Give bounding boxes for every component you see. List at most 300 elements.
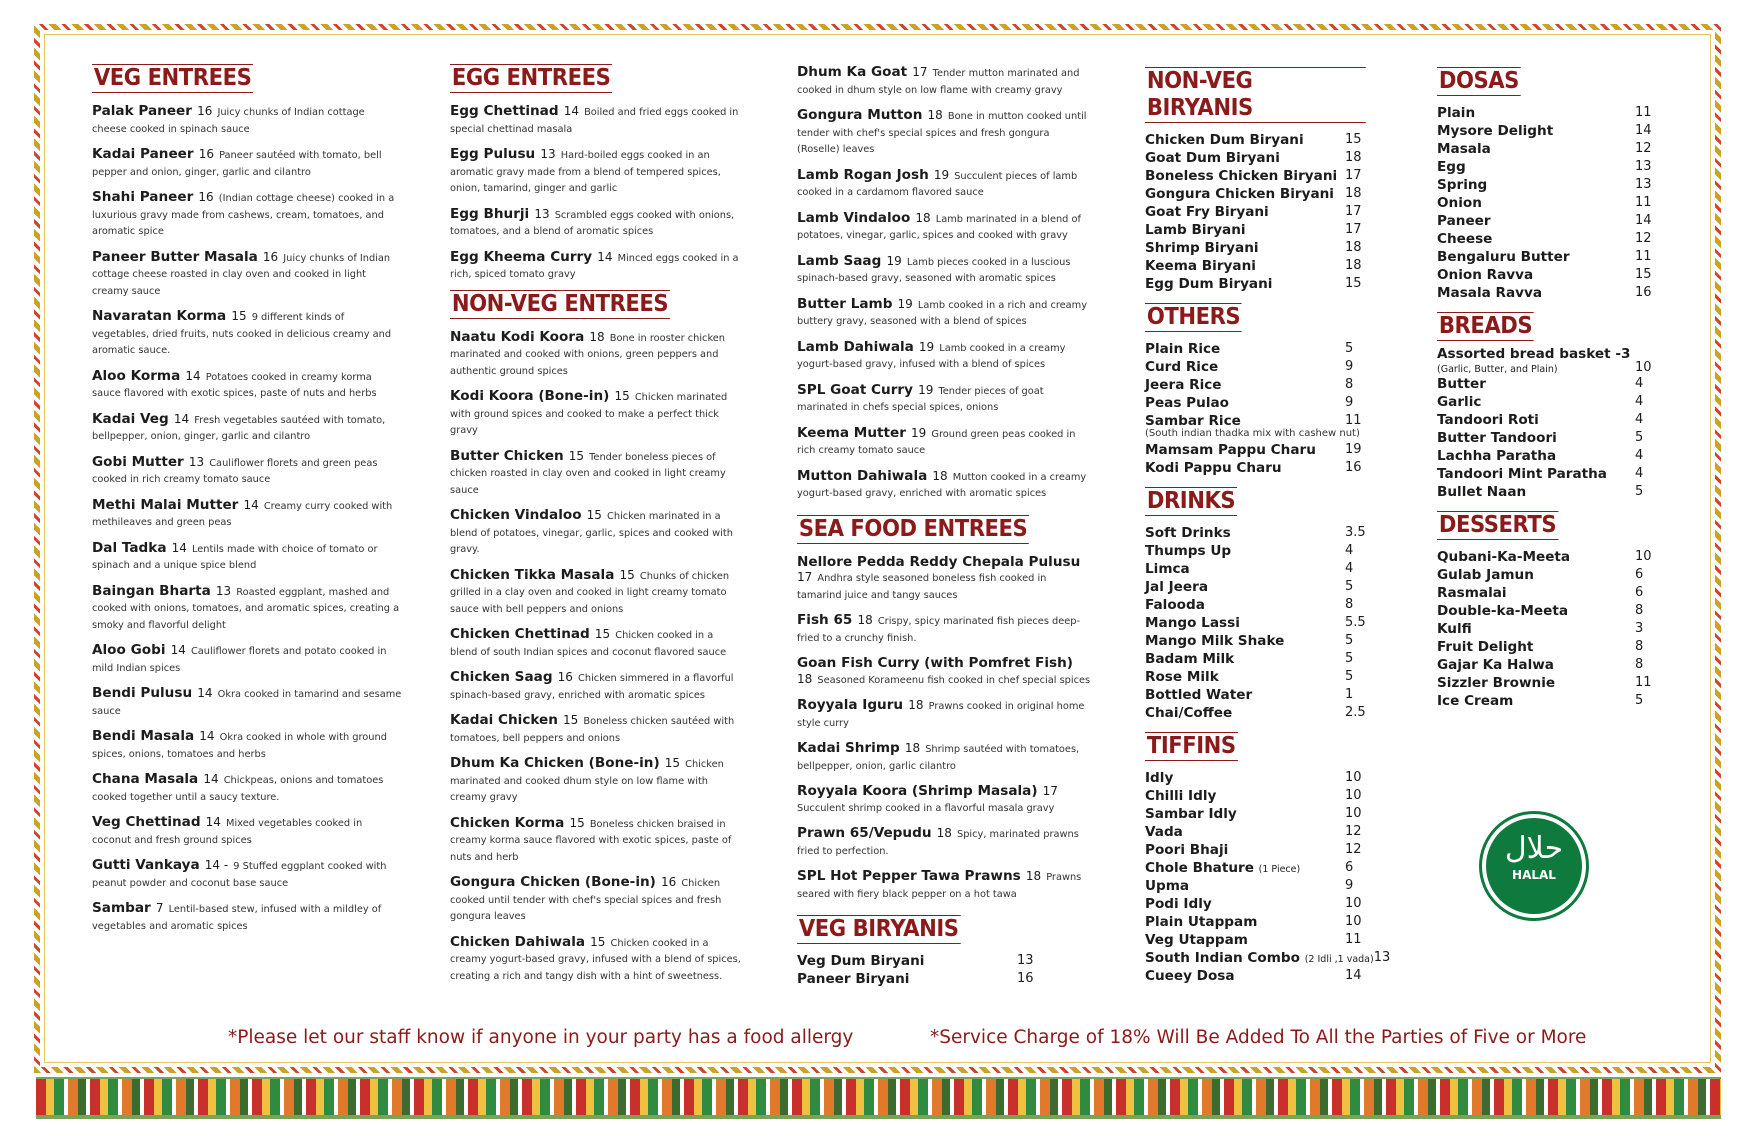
veg-biryanis-list xyxy=(797,952,1057,988)
item-description: Mutton cooked in a creamy yogurt-based gravy, enriched with aromatic spices xyxy=(797,471,1087,499)
item-description: Prawns seared with fiery black pepper on a hot tawa xyxy=(797,872,1082,900)
menu-list-row xyxy=(1145,524,1385,542)
menu-list-row xyxy=(1145,967,1385,985)
item-price: 13 xyxy=(1373,950,1391,965)
menu-list-row xyxy=(1145,203,1385,221)
item-name: Chicken Korma xyxy=(450,814,565,831)
item-name: Lamb Saag xyxy=(797,252,882,269)
item-name: Goat Fry Biryani xyxy=(1145,204,1269,220)
item-name: Onion Ravva xyxy=(1437,267,1534,283)
menu-list-row xyxy=(1437,584,1675,602)
item-name: Plain xyxy=(1437,105,1476,121)
item-name: Upma xyxy=(1145,878,1190,894)
item-price: 14 xyxy=(171,540,187,555)
item-name: Kadai Chicken xyxy=(450,712,558,728)
item-name: Gongura Mutton xyxy=(797,107,923,123)
menu-list-row xyxy=(797,952,1057,970)
item-name: Paneer Butter Masala xyxy=(92,248,258,265)
item-description: Succulent pieces of lamb cooked in a cardamom flavored sauce xyxy=(797,170,1078,198)
item-name: Lamb Rogan Josh xyxy=(797,166,929,183)
item-price: 4 xyxy=(1345,543,1354,558)
section-heading-drinks: DRINKS xyxy=(1146,488,1236,514)
menu-item xyxy=(92,497,402,530)
item-name: SPL Goat Curry xyxy=(797,381,913,398)
menu-list-row xyxy=(1145,704,1385,722)
item-description: Paneer sautéed with tomato, bell pepper and onion, ginger, garlic and cilantro xyxy=(92,150,382,178)
menu-list-row xyxy=(1437,548,1675,566)
item-name: Mamsam Pappu Charu xyxy=(1145,442,1316,458)
menu-list-row xyxy=(1437,692,1675,710)
item-description: Tender boneless pieces of chicken roasted in clay oven and cooked in light creamy sauce xyxy=(450,451,726,496)
item-name: Kadai Veg xyxy=(92,410,169,427)
item-price: 17 xyxy=(1042,784,1058,798)
section-heading-dosas: DOSAS xyxy=(1438,68,1519,94)
menu-list-row xyxy=(1145,787,1385,805)
item-name: Egg Pulusu xyxy=(450,146,536,162)
item-price: 16 xyxy=(660,875,677,889)
item-description: Cauliflower florets and green peas cooked in rich creamy tomato sauce xyxy=(92,457,378,485)
item-price: 15 xyxy=(231,309,247,323)
item-name: Bendi Masala xyxy=(92,728,195,744)
item-name: Kadai Paneer xyxy=(92,146,194,162)
item-name: Peas Pulao xyxy=(1145,395,1229,411)
item-name: Onion xyxy=(1437,195,1482,211)
item-description: Andhra style seasoned boneless fish cooked in tamarind juice and tangy sauces xyxy=(797,573,1047,601)
menu-list-row xyxy=(1437,140,1675,158)
menu-item xyxy=(450,815,742,865)
item-price: 14 xyxy=(1345,968,1362,983)
menu-list-row xyxy=(1437,566,1675,584)
item-price: 19 xyxy=(886,253,902,268)
item-price: 17 xyxy=(1345,204,1362,219)
item-name: Badam Milk xyxy=(1145,651,1235,667)
item-name: Butter Tandoori xyxy=(1437,430,1557,446)
menu-list-row xyxy=(1437,465,1675,483)
menu-item xyxy=(797,655,1093,687)
item-name: Mango Lassi xyxy=(1145,615,1240,631)
item-name: Butter xyxy=(1437,376,1486,392)
item-name: Aloo Gobi xyxy=(92,642,166,658)
menu-item xyxy=(450,103,742,136)
section-heading-tiffins: TIFFINS xyxy=(1146,733,1236,759)
item-price: 17 xyxy=(797,570,813,584)
menu-list-row xyxy=(1437,248,1675,266)
item-price: 6 xyxy=(1345,860,1354,875)
menu-item xyxy=(797,210,1093,243)
menu-list-row xyxy=(1145,841,1385,859)
item-name: Kadai Shrimp xyxy=(797,740,900,756)
menu-item xyxy=(92,411,402,444)
item-name: South Indian Combo xyxy=(1145,950,1300,966)
item-name: Paneer Biryani xyxy=(797,971,910,987)
item-price: 14 xyxy=(203,772,219,786)
item-name: Soft Drinks xyxy=(1145,525,1231,541)
breads-list xyxy=(1437,375,1675,501)
menu-item xyxy=(92,146,402,179)
menu-item xyxy=(797,425,1093,458)
item-name: Mutton Dahiwala xyxy=(797,467,928,484)
item-price: 15 xyxy=(568,448,585,463)
item-name: Keema Mutter xyxy=(797,424,906,441)
menu-item xyxy=(92,728,402,761)
item-description: Fresh vegetables sautéed with tomato, bellpepper, onion, ginger, garlic and cilantro xyxy=(92,414,386,442)
item-name: Prawn 65/Vepudu xyxy=(797,825,932,841)
menu-list-row xyxy=(1145,149,1385,167)
menu-item xyxy=(797,167,1093,200)
item-price: 18 xyxy=(908,698,924,712)
item-name: Chicken Saag xyxy=(450,669,553,685)
menu-item xyxy=(450,934,742,984)
menu-list-row xyxy=(1437,447,1675,465)
item-description: Bone in mutton cooked until tender with chef's special spices and fresh gongura (Roselle) leaves xyxy=(797,111,1087,155)
item-name: Egg Dum Biryani xyxy=(1145,276,1273,292)
item-price: 13 xyxy=(540,147,556,161)
column-veg-entrees xyxy=(92,64,402,933)
menu-item xyxy=(92,583,402,633)
menu-list-row xyxy=(1145,459,1385,477)
item-name: Veg Chettinad xyxy=(92,814,201,830)
item-description: Chicken marinated in a blend of potatoes, vinegar, garlic, spices and cooked with gravy. xyxy=(450,511,733,555)
item-description: Boneless chicken braised in creamy korma sauce flavored with exotic spices, paste of nuts and herb xyxy=(450,818,732,863)
item-name: Aloo Korma xyxy=(92,367,181,384)
item-price: 5 xyxy=(1345,651,1354,666)
menu-list-row xyxy=(1437,158,1675,176)
item-description: Seasoned Korameenu fish cooked in chef special spices xyxy=(817,674,1091,686)
item-description: Chunks of chicken grilled in a clay oven and cooked in light creamy tomato sauce with bell peppers and onions xyxy=(450,570,730,615)
item-name: SPL Hot Pepper Tawa Prawns xyxy=(797,868,1021,884)
menu-item xyxy=(92,900,402,933)
item-price: 19 xyxy=(933,167,950,182)
section-heading-breads: BREADS xyxy=(1438,313,1533,339)
item-price: 16 xyxy=(557,670,573,684)
menu-item xyxy=(450,712,742,745)
item-description: Creamy curry cooked with methileaves and green peas xyxy=(92,500,393,528)
menu-item xyxy=(797,612,1093,645)
item-name: Falooda xyxy=(1145,597,1205,613)
item-note: (2 Idli ,1 vada) xyxy=(1304,954,1374,965)
lamb-goat-list xyxy=(797,64,1093,501)
section-heading-veg-entrees: VEG ENTREES xyxy=(93,65,252,91)
column-egg-nonveg xyxy=(450,64,742,983)
item-name: Lamb Vindaloo xyxy=(797,209,911,226)
desserts-list xyxy=(1437,548,1675,710)
item-name: Egg Bhurji xyxy=(450,205,530,222)
menu-list-row xyxy=(1145,686,1385,704)
menu-item xyxy=(797,697,1093,730)
item-price: 16 xyxy=(262,249,279,264)
item-price: 14 xyxy=(173,411,190,426)
item-name: Spring xyxy=(1437,177,1488,193)
menu-list-row xyxy=(1145,859,1385,877)
item-price: 16 xyxy=(1635,285,1652,300)
item-price: 10 xyxy=(1345,770,1362,785)
menu-list-row xyxy=(1145,542,1385,560)
item-price: 18 xyxy=(1345,258,1362,273)
item-price: 13 xyxy=(188,454,205,469)
item-price: 5 xyxy=(1345,633,1354,648)
item-price: 13 xyxy=(1017,953,1034,968)
item-price: 18 xyxy=(797,671,813,686)
item-name: Chicken Dum Biryani xyxy=(1145,132,1304,148)
menu-list-row xyxy=(1145,560,1385,578)
item-price: 18 xyxy=(936,826,952,840)
item-name: Goat Dum Biryani xyxy=(1145,150,1280,166)
menu-item xyxy=(450,388,742,438)
menu-list-row xyxy=(1145,441,1385,459)
section-heading-non-veg-entrees: NON-VEG ENTREES xyxy=(451,290,669,317)
item-name: Egg Kheema Curry xyxy=(450,248,593,265)
item-price: 3 xyxy=(1635,621,1644,636)
menu-item xyxy=(92,857,402,890)
item-description: Hard-boiled eggs cooked in an aromatic gravy made from a blend of tempered spices, onion, tamarind, ginger and garlic xyxy=(450,150,721,194)
item-price: 8 xyxy=(1635,657,1644,672)
menu-list-row xyxy=(1437,194,1675,212)
menu-item xyxy=(450,567,742,617)
item-name: Kodi Koora (Bone-in) xyxy=(450,388,610,404)
item-name: Egg xyxy=(1437,159,1466,175)
item-price: 5.5 xyxy=(1345,615,1366,630)
service-charge-note: *Service Charge of 18% Will Be Added To All the Parties of Five or More xyxy=(930,1027,1587,1048)
item-name: Sizzler Brownie xyxy=(1437,675,1556,691)
menu-list-row xyxy=(1145,358,1385,376)
item-description: Chicken marinated and cooked dhum style on low flame with creamy gravy xyxy=(450,759,724,803)
menu-list-row xyxy=(1145,239,1385,257)
item-name: Kodi Pappu Charu xyxy=(1145,460,1282,476)
item-description: Lentils made with choice of tomato or spinach and a unique spice blend xyxy=(92,543,378,571)
item-name: Cueey Dosa xyxy=(1145,968,1235,984)
menu-list-row xyxy=(1145,949,1391,967)
item-price: 4 xyxy=(1635,448,1644,463)
item-price: 14 xyxy=(1635,123,1652,138)
menu-item xyxy=(450,669,742,702)
item-name: Poori Bhaji xyxy=(1145,842,1229,858)
item-price: 19 xyxy=(897,296,913,311)
item-name: Tandoori Mint Paratha xyxy=(1437,466,1607,482)
item-price: 5 xyxy=(1635,693,1644,708)
menu-list-row xyxy=(1145,823,1385,841)
item-price: 14 xyxy=(199,729,215,743)
item-name: Paneer xyxy=(1437,213,1491,229)
menu-list-row xyxy=(1145,275,1385,293)
item-price: 14 xyxy=(563,104,579,118)
section-heading-non-veg-biryanis: NON-VEG BIRYANIS xyxy=(1145,67,1366,123)
item-description: Scrambled eggs cooked with onions, tomatoes, and a blend of aromatic spices xyxy=(450,209,735,237)
menu-list-row xyxy=(1145,376,1385,394)
bread-basket-note: (Garlic, Butter, and Plain) xyxy=(1437,364,1558,375)
item-price: 15 xyxy=(1345,276,1362,291)
item-price: 14 xyxy=(205,815,221,829)
item-price: 15 xyxy=(1345,132,1362,147)
item-price: 12 xyxy=(1345,842,1362,857)
menu-list-row xyxy=(1145,614,1385,632)
item-name: Bullet Naan xyxy=(1437,484,1527,500)
section-heading-veg-biryanis: VEG BIRYANIS xyxy=(798,916,959,942)
menu-list-row xyxy=(1145,221,1385,239)
menu-item xyxy=(797,339,1093,372)
item-name: Dhum Ka Goat xyxy=(797,64,908,80)
item-name: Royyala Koora (Shrimp Masala) xyxy=(797,783,1038,799)
item-price: 18 xyxy=(1345,150,1362,165)
menu-list-row xyxy=(1437,638,1675,656)
item-description: Mixed vegetables cooked in coconut and fresh ground spices xyxy=(92,818,363,846)
item-name: Sambar Rice xyxy=(1145,413,1241,429)
item-description: Succulent shrimp cooked in a flavorful masala gravy xyxy=(797,802,1055,814)
item-price: 15 xyxy=(586,508,602,522)
item-price: 5 xyxy=(1345,669,1354,684)
item-name: Ice Cream xyxy=(1437,693,1514,709)
item-price: 16 xyxy=(198,190,214,204)
menu-list-row xyxy=(1437,674,1675,692)
item-name: Thumps Up xyxy=(1145,543,1232,559)
menu-list-row xyxy=(1145,131,1385,149)
item-name: Gongura Chicken Biryani xyxy=(1145,186,1334,202)
item-name: Podi Idly xyxy=(1145,896,1212,912)
item-name: Egg Chettinad xyxy=(450,103,559,119)
item-price: 12 xyxy=(1345,824,1362,839)
item-price: 3.5 xyxy=(1345,525,1366,540)
item-description: Boiled and fried eggs cooked in special chettinad masala xyxy=(450,107,739,135)
menu-item xyxy=(797,740,1093,773)
item-name: Chilli Idly xyxy=(1145,788,1217,804)
item-price: 5 xyxy=(1635,484,1644,499)
decorative-bottom-pattern xyxy=(36,1077,1721,1119)
menu-list-row xyxy=(1437,620,1675,638)
item-name: Bendi Pulusu xyxy=(92,685,193,701)
halal-label: HALAL xyxy=(1512,868,1556,882)
menu-list-row xyxy=(1437,284,1675,302)
item-price: 11 xyxy=(1635,195,1652,210)
menu-item xyxy=(450,448,742,498)
item-price: 17 xyxy=(1345,222,1362,237)
menu-list-row xyxy=(1145,185,1385,203)
bread-basket-name: Assorted bread basket -3 xyxy=(1437,346,1631,362)
item-description: (Indian cottage cheese) cooked in a luxurious gravy made from cashews, cream, tomatoes, and aromatic spice xyxy=(92,193,395,237)
menu-list-row xyxy=(1145,877,1385,895)
bread-basket xyxy=(1437,347,1675,375)
menu-list-row xyxy=(1145,805,1385,823)
section-heading-sea-food-entrees: SEA FOOD ENTREES xyxy=(798,515,1028,542)
item-name: Gutti Vankaya xyxy=(92,857,200,873)
item-price: 7 xyxy=(155,901,164,915)
item-price: 15 xyxy=(1635,267,1652,282)
column-dosas-breads-desserts xyxy=(1437,67,1675,710)
item-price: 14 xyxy=(597,249,613,264)
item-price: 11 xyxy=(1635,249,1652,264)
menu-item xyxy=(797,107,1093,157)
item-description: Cauliflower florets and potato cooked in mild Indian spices xyxy=(92,646,387,674)
menu-list-row xyxy=(1145,632,1385,650)
bread-basket-price: 10 xyxy=(1635,360,1652,375)
item-description: Boneless chicken sautéed with tomatoes, bell peppers and onions xyxy=(450,716,735,744)
item-description: Lamb marinated in a blend of potatoes, vinegar, garlic, spices and cooked with gravy xyxy=(797,213,1081,241)
menu-item xyxy=(797,64,1093,97)
item-name: Fish 65 xyxy=(797,612,853,628)
item-name: Masala Ravva xyxy=(1437,285,1543,301)
menu-item xyxy=(797,253,1093,286)
item-price: 14 - xyxy=(204,858,229,872)
menu-list-row xyxy=(1145,578,1385,596)
halal-arabic-text: حلال xyxy=(1504,831,1564,866)
item-price: 14 xyxy=(185,368,201,383)
item-name: Goan Fish Curry (with Pomfret Fish) xyxy=(797,655,1073,671)
item-name: Sambar Idly xyxy=(1145,806,1237,822)
column-biryanis-others xyxy=(1145,67,1391,985)
menu-item xyxy=(450,329,742,379)
menu-item xyxy=(92,454,402,487)
menu-item xyxy=(797,296,1093,329)
item-price: 13 xyxy=(215,583,232,598)
item-price: 5 xyxy=(1345,341,1354,356)
item-price: 12 xyxy=(1635,141,1652,156)
menu-list-row xyxy=(1437,176,1675,194)
item-description: Okra cooked in tamarind and sesame sauce xyxy=(92,689,402,717)
item-price: 16 xyxy=(1345,460,1362,475)
item-price: 17 xyxy=(912,65,928,79)
item-price: 14 xyxy=(243,497,259,512)
item-price: 13 xyxy=(534,206,550,221)
menu-list-row xyxy=(1437,411,1675,429)
item-name: Vada xyxy=(1145,824,1183,840)
item-price: 18 xyxy=(1345,186,1362,201)
dosas-list xyxy=(1437,104,1675,302)
item-price: 18 xyxy=(1345,240,1362,255)
menu-item xyxy=(797,825,1093,858)
item-price: 8 xyxy=(1635,639,1644,654)
item-price: 15 xyxy=(569,815,585,830)
item-price: 19 xyxy=(1345,442,1362,457)
menu-item xyxy=(450,755,742,805)
item-price: 15 xyxy=(563,713,579,727)
item-name: Baingan Bharta xyxy=(92,582,211,599)
menu-list-row xyxy=(1437,266,1675,284)
item-price: 14 xyxy=(170,643,186,657)
item-name: Double-ka-Meeta xyxy=(1437,603,1569,619)
item-name: Gulab Jamun xyxy=(1437,567,1534,583)
menu-item xyxy=(797,468,1093,501)
item-description: Juicy chunks of Indian cottage cheese cooked in spinach sauce xyxy=(92,107,365,135)
tiffins-list xyxy=(1145,769,1391,985)
item-name: Mysore Delight xyxy=(1437,123,1554,139)
item-price: 14 xyxy=(1635,213,1652,228)
section-heading-egg-entrees: EGG ENTREES xyxy=(451,65,611,91)
menu-list-row xyxy=(1437,483,1675,501)
item-description: Lamb cooked in a rich and creamy buttery gravy, seasoned with a blend of spices xyxy=(797,299,1088,327)
item-price: 15 xyxy=(664,756,681,770)
sea-food-list xyxy=(797,554,1093,902)
item-description: Lamb cooked in a creamy yogurt-based gravy, infused with a blend of spices xyxy=(797,342,1066,370)
item-name: Dal Tadka xyxy=(92,539,167,556)
menu-item xyxy=(92,103,402,136)
item-description: Juicy chunks of Indian cottage cheese roasted in clay oven and cooked in light creamy sauce xyxy=(92,252,391,297)
item-name: Gobi Mutter xyxy=(92,453,184,470)
item-price: 4 xyxy=(1345,561,1354,576)
item-price: 17 xyxy=(1345,168,1362,183)
item-description: Chicken simmered in a flavorful spinach-based gravy, enriched with aromatic spices xyxy=(450,673,734,701)
item-name: Shrimp Biryani xyxy=(1145,240,1259,256)
section-heading-desserts: DESSERTS xyxy=(1438,512,1557,538)
item-price: 19 xyxy=(918,382,934,397)
item-price: 11 xyxy=(1345,413,1362,428)
item-description: 9 Stuffed eggplant cooked with peanut powder and coconut base sauce xyxy=(92,861,387,889)
item-description: Spicy, marinated prawns fried to perfection. xyxy=(797,829,1079,857)
item-name: Naatu Kodi Koora xyxy=(450,328,585,345)
item-description: Prawns cooked in original home style curry xyxy=(797,701,1085,729)
item-name: Gongura Chicken (Bone-in) xyxy=(450,874,656,890)
menu-list-row xyxy=(1437,602,1675,620)
item-name: Lachha Paratha xyxy=(1437,448,1557,464)
item-price: 18 xyxy=(904,741,921,755)
menu-list-row xyxy=(1437,393,1675,411)
